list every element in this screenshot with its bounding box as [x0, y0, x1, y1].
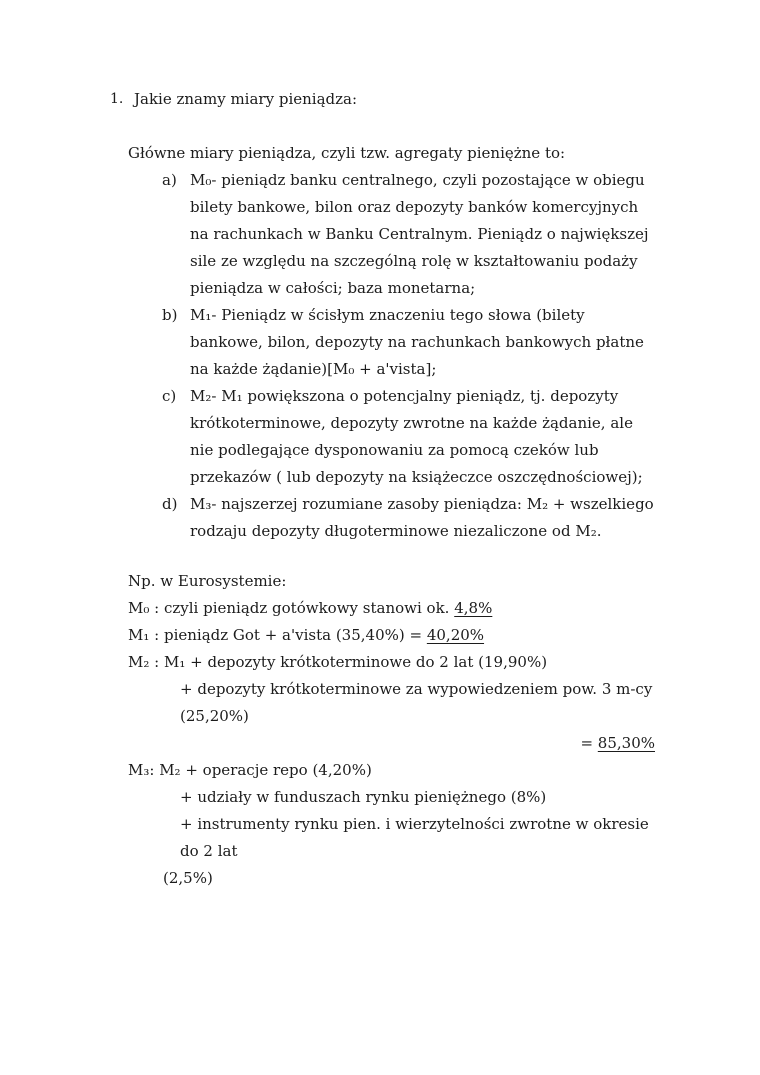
euro-m3-line3: + instrumenty rynku pien. i wierzytelności zwrotne w okresie do 2 lat — [180, 815, 649, 860]
euro-m3-line4: (2,5%) — [163, 869, 213, 887]
numbered-heading — [110, 86, 655, 113]
euro-m1-value: 40,20% — [426, 626, 485, 644]
list-item-b — [162, 302, 655, 383]
euro-m2-total-value: 85,30% — [597, 734, 655, 752]
euro-m2-total-line — [128, 730, 655, 757]
euro-m1-line — [128, 622, 655, 649]
item-marker: c) — [162, 387, 177, 405]
page-title: Jakie znamy miary pieniądza: — [134, 90, 358, 108]
item-text-m0: M₀- pieniądz banku centralnego, czyli pozostające w obiegu bilety bankowe, bilon oraz depozyty banków komercyjnych na rachunkach w Banku Centralnym. Pieniądz o największej sile ze względu na szczególną rolę w kształtowaniu podaży pieniądza w całości; baza monetarna; — [190, 171, 649, 297]
euro-m2-line: M₂ : M₁ + depozyty krótkoterminowe do 2 lat (19,90%) — [128, 653, 548, 671]
item-marker: b) — [162, 306, 178, 324]
eurosystem-section — [128, 568, 655, 892]
item-marker: d) — [162, 495, 178, 513]
euro-m0-text: M₀ : czyli pieniądz gotówkowy stanowi ok. — [128, 599, 455, 617]
euro-m3-line2: + udziały w funduszach rynku pieniężnego (8%) — [180, 788, 547, 806]
list-number: 1. — [110, 91, 124, 107]
euro-m1-text: M₁ : pieniądz Got + a'vista (35,40%) = — [128, 626, 427, 644]
intro-paragraph: Główne miary pieniądza, czyli tzw. agregaty pieniężne to: — [128, 144, 566, 162]
list-item-d — [162, 491, 655, 545]
item-text-m2: M₂- M₁ powiększona o potencjalny pieniądz, tj. depozyty krótkoterminowe, depozyty zwrotne na każde żądanie, ale nie podlegające dysponowaniu za pomocą czeków lub przekazów ( lub depozyty na książeczce oszczędnościowej); — [190, 387, 643, 486]
euro-m0-line — [128, 595, 655, 622]
eurosystem-heading: Np. w Eurosystemie: — [128, 572, 287, 590]
euro-m3-line: M₃: M₂ + operacje repo (4,20%) — [128, 761, 372, 779]
euro-m2-equals: = — [580, 734, 598, 752]
item-text-m3: M₃- najszerzej rozumiane zasoby pieniądza: M₂ + wszelkiego rodzaju depozyty długoterminowe niezaliczone od M₂. — [190, 495, 654, 540]
list-item-c — [162, 383, 655, 491]
euro-m0-value: 4,8% — [454, 599, 493, 617]
item-text-m1: M₁- Pieniądz w ścisłym znaczeniu tego słowa (bilety bankowe, bilon, depozyty na rachunkach bankowych płatne na każde żądanie)[M₀ + a'vista]; — [190, 306, 644, 378]
list-item-a — [162, 167, 655, 302]
euro-m2-line2: + depozyty krótkoterminowe za wypowiedzeniem pow. 3 m-cy (25,20%) — [180, 680, 653, 725]
item-marker: a) — [162, 171, 177, 189]
aggregates-list — [162, 167, 655, 545]
